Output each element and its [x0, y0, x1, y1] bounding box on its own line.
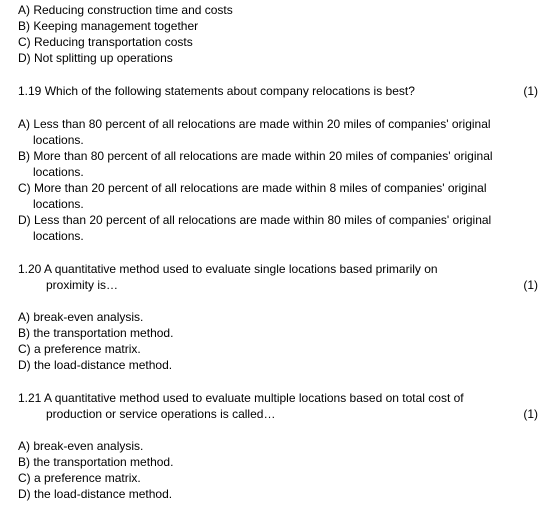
q20-stem-cont: proximity is…	[46, 278, 119, 292]
prev-option-b: B) Keeping management together	[18, 19, 199, 33]
q19-stem: 1.19 Which of the following statements about company relocations is best?	[18, 84, 415, 98]
q21-option-a: A) break-even analysis.	[18, 439, 144, 453]
prev-option-c: C) Reducing transportation costs	[18, 35, 193, 49]
q19-option-c: C) More than 20 percent of all relocations are made within 8 miles of companies' original	[18, 181, 487, 195]
q20-option-b: B) the transportation method.	[18, 326, 174, 340]
q19-option-b-cont: locations.	[33, 165, 84, 179]
q20-option-d: D) the load-distance method.	[18, 358, 173, 372]
q19-option-b: B) More than 80 percent of all relocations are made within 20 miles of companies' original	[18, 149, 493, 163]
q21-stem-cont: production or service operations is called…	[46, 407, 276, 421]
q19-option-c-cont: locations.	[33, 197, 84, 211]
q21-marks: (1)	[523, 407, 538, 421]
q21-option-b: B) the transportation method.	[18, 455, 174, 469]
q19-option-a: A) Less than 80 percent of all relocations are made within 20 miles of companies' original	[18, 117, 491, 131]
q19-option-d-cont: locations.	[33, 229, 84, 243]
q21-stem: 1.21 A quantitative method used to evaluate multiple locations based on total cost of	[18, 391, 464, 405]
q19-marks: (1)	[523, 84, 538, 98]
q20-marks: (1)	[523, 278, 538, 292]
q20-option-c: C) a preference matrix.	[18, 342, 141, 356]
q19-option-d: D) Less than 20 percent of all relocations are made within 80 miles of companies' original	[18, 213, 492, 227]
q20-option-a: A) break-even analysis.	[18, 310, 144, 324]
q21-option-d: D) the load-distance method.	[18, 487, 173, 501]
prev-option-a: A) Reducing construction time and costs	[18, 3, 233, 17]
q21-option-c: C) a preference matrix.	[18, 471, 141, 485]
q19-option-a-cont: locations.	[33, 133, 84, 147]
prev-option-d: D) Not splitting up operations	[18, 51, 173, 65]
q20-stem: 1.20 A quantitative method used to evaluate single locations based primarily on	[18, 262, 438, 276]
